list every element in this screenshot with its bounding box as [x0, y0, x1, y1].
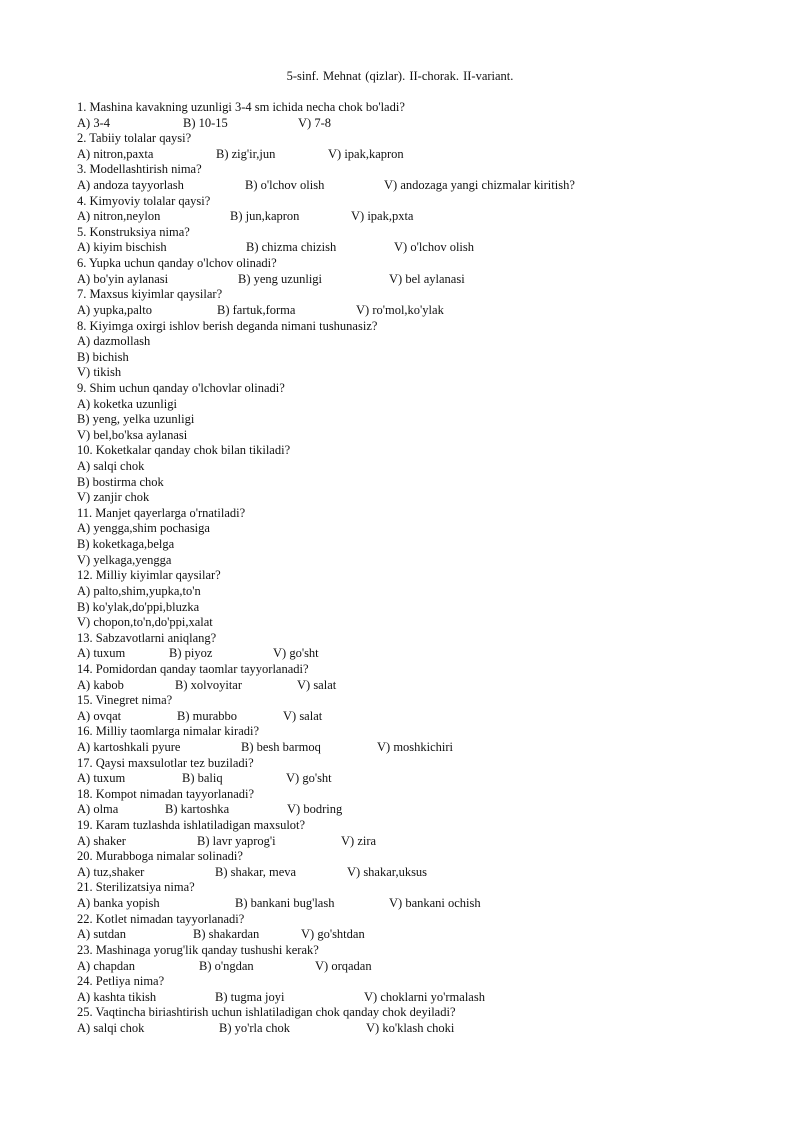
- question-text: 14. Pomidordan qanday taomlar tayyorlanadi?: [77, 661, 309, 676]
- question-text: 12. Milliy kiyimlar qaysilar?: [77, 568, 221, 583]
- answer-option: B) murabbo: [177, 708, 238, 723]
- answer-option: B) yeng, yelka uzunligi: [77, 412, 195, 427]
- answer-option: A) nitron,neylon: [77, 209, 161, 224]
- question-text: 25. Vaqtincha biriashtirish uchun ishlatiladigan chok qanday chok deyiladi?: [77, 1005, 456, 1020]
- answer-options-row: [77, 240, 777, 256]
- answer-option: V) bankani ochish: [389, 896, 481, 911]
- question-text: 3. Modellashtirish nima?: [77, 162, 202, 177]
- answer-option: A) tuxum: [77, 771, 126, 786]
- question-text: 6. Yupka uchun qanday o'lchov olinadi?: [77, 256, 277, 271]
- answer-options-row: [77, 303, 777, 319]
- answer-option: V) go'shtdan: [301, 927, 365, 942]
- document-header: 5-sinf. Mehnat (qizlar). II-chorak. II-variant.: [286, 69, 514, 83]
- answer-options-row: [77, 834, 777, 850]
- answer-option: B) bichish: [77, 349, 129, 364]
- answer-option: V) salat: [297, 677, 337, 692]
- answer-option: A) kabob: [77, 677, 124, 692]
- answer-option: A) salqi chok: [77, 1020, 145, 1035]
- answer-option: A) 3-4: [77, 115, 110, 130]
- question-text: 20. Murabboga nimalar solinadi?: [77, 849, 243, 864]
- answer-option: A) kashta tikish: [77, 989, 157, 1004]
- answer-options-row: [77, 927, 777, 943]
- answer-options-row: [77, 178, 777, 194]
- question-text: 11. Manjet qayerlarga o'rnatiladi?: [77, 505, 246, 520]
- answer-option: A) kartoshkali pyure: [77, 739, 181, 754]
- answer-options-row: [77, 896, 777, 912]
- answer-option: V) go'sht: [273, 646, 319, 661]
- answer-option: V) chopon,to'n,do'ppi,xalat: [77, 615, 213, 630]
- answer-options-row: [77, 959, 777, 975]
- answer-options-row: [77, 865, 777, 881]
- answer-option: V) bel aylanasi: [389, 271, 465, 286]
- answer-option: B) tugma joyi: [215, 989, 285, 1004]
- question-list: [77, 100, 777, 1037]
- answer-option: V) moshkichiri: [377, 739, 454, 754]
- answer-option: B) besh barmoq: [241, 739, 321, 754]
- question-text: 21. Sterilizatsiya nima?: [77, 880, 195, 895]
- answer-option: A) olma: [77, 802, 119, 817]
- answer-option: A) yengga,shim pochasiga: [77, 521, 210, 536]
- answer-option: A) koketka uzunligi: [77, 396, 177, 411]
- answer-option: V) go'sht: [286, 771, 332, 786]
- answer-option: B) jun,kapron: [230, 209, 300, 224]
- answer-options-row: [77, 272, 777, 288]
- question-text: 18. Kompot nimadan tayyorlanadi?: [77, 786, 255, 801]
- question-text: 4. Kimyoviy tolalar qaysi?: [77, 193, 211, 208]
- question-text: 15. Vinegret nima?: [77, 693, 173, 708]
- answer-option: V) shakar,uksus: [347, 864, 428, 879]
- answer-option: A) yupka,palto: [77, 302, 152, 317]
- answer-option: V) ko'klash choki: [366, 1020, 455, 1035]
- answer-options-row: [77, 802, 777, 818]
- answer-options-row: [77, 771, 777, 787]
- answer-option: B) shakar, meva: [215, 864, 297, 879]
- answer-option: A) kiyim bischish: [77, 240, 167, 255]
- question-text: 10. Koketkalar qanday chok bilan tikiladi?: [77, 443, 291, 458]
- answer-option: A) shaker: [77, 833, 126, 848]
- answer-option: V) ro'mol,ko'ylak: [356, 302, 444, 317]
- answer-option: A) sutdan: [77, 927, 126, 942]
- answer-option: V) ipak,kapron: [328, 146, 404, 161]
- answer-option: V) 7-8: [298, 115, 331, 130]
- answer-option: A) ovqat: [77, 708, 122, 723]
- answer-option: B) yeng uzunligi: [238, 271, 323, 286]
- answer-option: A) dazmollash: [77, 334, 151, 349]
- answer-option: V) andozaga yangi chizmalar kiritish?: [384, 178, 575, 193]
- answer-options-row: [77, 209, 777, 225]
- answer-options-row: [77, 1021, 777, 1037]
- answer-option: A) banka yopish: [77, 896, 160, 911]
- answer-option: B) 10-15: [183, 115, 228, 130]
- question-text: 19. Karam tuzlashda ishlatiladigan maxsulot?: [77, 818, 306, 833]
- question-text: 7. Maxsus kiyimlar qaysilar?: [77, 287, 223, 302]
- question-text: 22. Kotlet nimadan tayyorlanadi?: [77, 911, 245, 926]
- answer-option: A) palto,shim,yupka,to'n: [77, 583, 201, 598]
- question-text: 16. Milliy taomlarga nimalar kiradi?: [77, 724, 260, 739]
- question-text: 9. Shim uchun qanday o'lchovlar olinadi?: [77, 380, 285, 395]
- answer-option: V) tikish: [77, 365, 122, 380]
- question-text: 1. Mashina kavakning uzunligi 3-4 sm ichida necha chok bo'ladi?: [77, 100, 405, 114]
- answer-option: V) zanjir chok: [77, 490, 150, 505]
- answer-option: B) ko'ylak,do'ppi,bluzka: [77, 599, 200, 614]
- answer-option: A) nitron,paxta: [77, 146, 154, 161]
- answer-option: A) chapdan: [77, 958, 135, 973]
- question-text: 8. Kiyimga oxirgi ishlov berish deganda nimani tushunasiz?: [77, 318, 378, 333]
- answer-options-row: [77, 147, 777, 163]
- answer-option: B) o'ngdan: [199, 958, 254, 973]
- question-text: 5. Konstruksiya nima?: [77, 224, 190, 239]
- answer-options-row: [77, 116, 777, 132]
- question-text: 13. Sabzavotlarni aniqlang?: [77, 630, 217, 645]
- answer-option: V) choklarni yo'rmalash: [364, 989, 485, 1004]
- answer-option: V) bodring: [287, 802, 343, 817]
- answer-option: B) o'lchov olish: [245, 178, 325, 193]
- question-text: 24. Petliya nima?: [77, 974, 165, 989]
- answer-option: V) o'lchov olish: [394, 240, 475, 255]
- question-text: 17. Qaysi maxsulotlar tez buziladi?: [77, 755, 254, 770]
- answer-option: B) baliq: [182, 771, 223, 786]
- answer-option: B) bankani bug'lash: [235, 896, 335, 911]
- answer-option: V) yelkaga,yengga: [77, 552, 172, 567]
- answer-option: V) orqadan: [315, 958, 372, 973]
- answer-option: A) bo'yin aylanasi: [77, 271, 169, 286]
- answer-option: V) ipak,pxta: [351, 209, 414, 224]
- answer-option: V) zira: [341, 833, 377, 848]
- answer-option: B) fartuk,forma: [217, 302, 296, 317]
- answer-option: B) kartoshka: [165, 802, 230, 817]
- answer-option: V) bel,bo'ksa aylanasi: [77, 427, 188, 442]
- answer-option: B) bostirma chok: [77, 474, 164, 489]
- answer-options-row: [77, 678, 777, 694]
- answer-option: A) tuxum: [77, 646, 126, 661]
- answer-option: A) andoza tayyorlash: [77, 178, 184, 193]
- answer-option: B) piyoz: [169, 646, 213, 661]
- answer-option: B) xolvoyitar: [175, 677, 243, 692]
- answer-options-row: [77, 990, 777, 1006]
- answer-option: B) chizma chizish: [246, 240, 337, 255]
- answer-option: A) salqi chok: [77, 459, 145, 474]
- answer-options-row: [77, 740, 777, 756]
- question-text: 23. Mashinaga yorug'lik qanday tushushi kerak?: [77, 942, 319, 957]
- answer-option: V) salat: [283, 708, 323, 723]
- answer-option: A) tuz,shaker: [77, 864, 145, 879]
- answer-option: B) shakardan: [193, 927, 260, 942]
- answer-options-row: [77, 709, 777, 725]
- answer-option: B) lavr yaprog'i: [197, 833, 276, 848]
- answer-option: B) zig'ir,jun: [216, 146, 276, 161]
- answer-option: B) yo'rla chok: [219, 1020, 290, 1035]
- answer-option: B) koketkaga,belga: [77, 537, 175, 552]
- question-text: 2. Tabiiy tolalar qaysi?: [77, 131, 192, 146]
- answer-options-row: [77, 646, 777, 662]
